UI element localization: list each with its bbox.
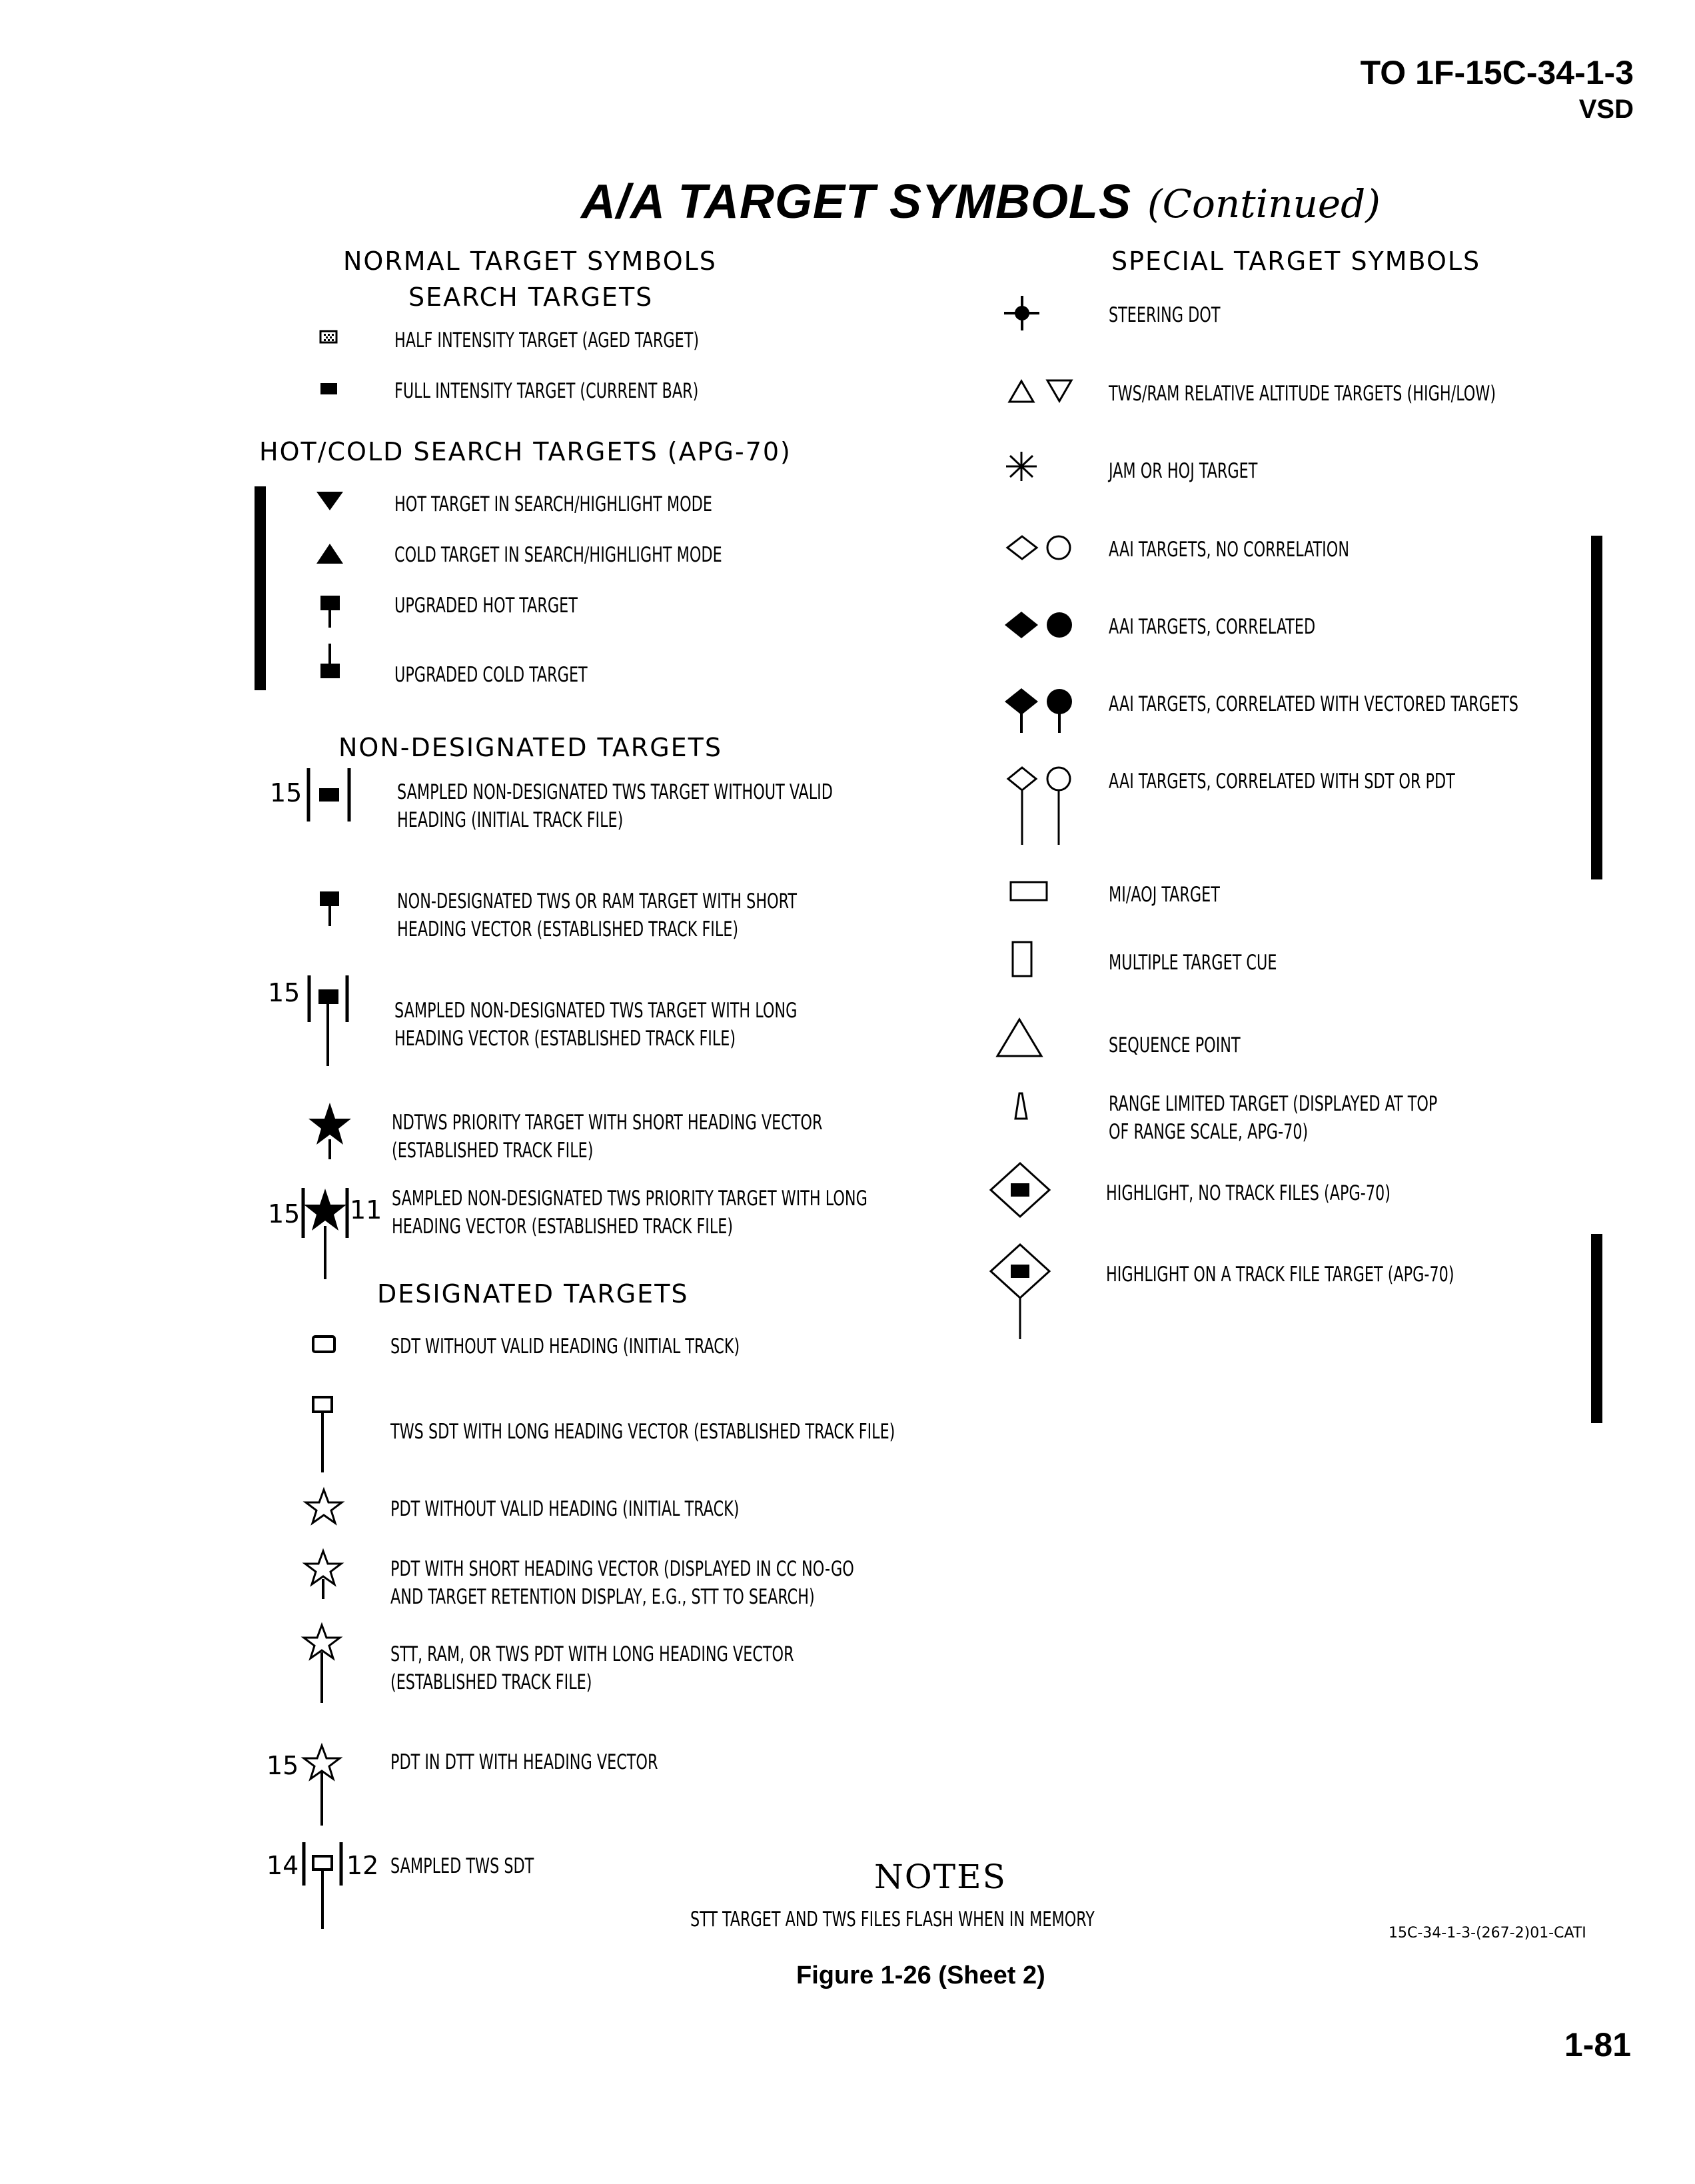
desc-full-intensity: FULL INTENSITY TARGET (CURRENT BAR) [394,379,699,403]
desc-range-limited-2: OF RANGE SCALE, APG-70) [1109,1120,1309,1144]
desc-hot-target: HOT TARGET IN SEARCH/HIGHLIGHT MODE [394,492,712,516]
highlight-track-file-icon [991,1245,1049,1339]
pdt-dtt-icon [304,1746,340,1826]
upgraded-hot-target-icon [320,596,340,628]
nd-tws-initial-icon [308,768,349,821]
pdt-short-vector-icon [305,1551,341,1599]
desc-jam-hoj: JAM OR HOJ TARGET [1109,459,1258,483]
desc-pdt-short-2: AND TARGET RETENTION DISPLAY, E.G., STT TO SEARCH) [390,1585,815,1609]
desc-nd-initial-2: HEADING (INITIAL TRACK FILE) [397,808,624,832]
desc-stt-pdt-long-1: STT, RAM, OR TWS PDT WITH LONG HEADING VECTOR [390,1642,794,1666]
tws-sdt-long-vector-icon [313,1397,332,1472]
desc-pdt-dtt: PDT IN DTT WITH HEADING VECTOR [390,1750,658,1774]
pdt-initial-icon [306,1490,342,1523]
highlight-no-track-icon [991,1163,1049,1217]
doc-number: TO 1F-15C-34-1-3 [1360,54,1634,91]
desc-aai-vectored: AAI TARGETS, CORRELATED WITH VECTORED TARGETS [1109,692,1518,716]
multiple-target-cue-icon [1013,942,1031,976]
desc-steering-dot: STEERING DOT [1109,303,1221,327]
relative-altitude-targets-icon [1009,380,1071,402]
desc-pdt-short-1: PDT WITH SHORT HEADING VECTOR (DISPLAYED IN CC NO-GO [390,1557,854,1581]
range-number: 15 [268,978,300,1007]
desc-sdt-initial: SDT WITHOUT VALID HEADING (INITIAL TRACK) [390,1335,740,1359]
mi-aoj-target-icon [1011,882,1047,900]
desc-aai-no-correlation: AAI TARGETS, NO CORRELATION [1109,538,1350,562]
desc-range-limited-1: RANGE LIMITED TARGET (DISPLAYED AT TOP [1109,1092,1438,1116]
jam-hoj-target-icon [1006,452,1037,481]
desc-nd-long-1: SAMPLED NON-DESIGNATED TWS TARGET WITH LONG [394,999,798,1023]
desc-aai-sdt-pdt: AAI TARGETS, CORRELATED WITH SDT OR PDT [1109,770,1455,794]
nd-tws-priority-long-icon [303,1188,347,1279]
desc-mi-aoj: MI/AOJ TARGET [1109,883,1220,907]
desc-ndtws-priority-2: (ESTABLISHED TRACK FILE) [392,1139,594,1163]
desc-half-intensity: HALF INTENSITY TARGET (AGED TARGET) [394,328,700,352]
upgraded-cold-target-icon [320,644,340,678]
stt-ram-tws-pdt-long-icon [304,1625,340,1703]
special-target-symbols-heading: SPECIAL TARGET SYMBOLS [1111,247,1481,276]
desc-sequence-point: SEQUENCE POINT [1109,1033,1241,1057]
desc-nd-short-1: NON-DESIGNATED TWS OR RAM TARGET WITH SHORT [397,889,797,913]
desc-highlight-track-file: HIGHLIGHT ON A TRACK FILE TARGET (APG-70) [1106,1263,1454,1287]
sdt-initial-icon [313,1337,334,1352]
desc-nd-priority-long-1: SAMPLED NON-DESIGNATED TWS PRIORITY TARGET WITH LONG [392,1187,867,1211]
cold-target-icon [316,544,343,564]
steering-dot-icon [1004,296,1039,330]
figure-caption: Figure 1-26 (Sheet 2) [796,1961,1045,1989]
range-number: 15 [267,1751,299,1780]
ndtws-priority-short-icon [308,1103,351,1159]
search-targets-heading: SEARCH TARGETS [408,282,654,312]
range-limited-target-icon [1015,1093,1027,1119]
desc-tws-sdt-long: TWS SDT WITH LONG HEADING VECTOR (ESTABLISHED TRACK FILE) [390,1420,895,1444]
desc-nd-long-2: HEADING VECTOR (ESTABLISHED TRACK FILE) [394,1027,736,1051]
notes-text: STT TARGET AND TWS FILES FLASH WHEN IN MEMORY [690,1908,1095,1931]
change-bar-left [255,486,266,690]
desc-highlight-no-track: HIGHLIGHT, NO TRACK FILES (APG-70) [1106,1181,1391,1205]
range-number: 15 [268,1199,300,1229]
change-bar-right-top [1591,536,1602,879]
aai-correlated-vectored-icon [1005,688,1072,733]
range-number: 14 [267,1851,299,1880]
desc-nd-initial-1: SAMPLED NON-DESIGNATED TWS TARGET WITHOUT VALID [397,780,833,804]
non-designated-heading: NON-DESIGNATED TARGETS [338,733,722,762]
full-intensity-target-icon [320,383,337,394]
aspect-number: 11 [350,1195,382,1225]
sampled-tws-sdt-icon [304,1842,341,1929]
hot-cold-heading: HOT/COLD SEARCH TARGETS (APG-70) [259,437,792,466]
change-bar-right-bottom [1591,1234,1602,1423]
designated-targets-heading: DESIGNATED TARGETS [377,1279,689,1309]
aspect-number: 12 [346,1851,379,1880]
desc-stt-pdt-long-2: (ESTABLISHED TRACK FILE) [390,1670,592,1694]
desc-upgraded-cold: UPGRADED COLD TARGET [394,663,588,687]
title-continued: (Continued) [1147,181,1381,227]
desc-upgraded-hot: UPGRADED HOT TARGET [394,594,578,618]
desc-multiple-target-cue: MULTIPLE TARGET CUE [1109,951,1277,975]
desc-ndtws-priority-1: NDTWS PRIORITY TARGET WITH SHORT HEADING VECTOR [392,1111,823,1135]
aai-correlated-sdt-pdt-icon [1008,768,1070,845]
half-intensity-target-icon [320,331,336,342]
page-title: A/A TARGET SYMBOLS [581,175,1131,229]
aai-correlated-icon [1005,612,1072,638]
range-number: 15 [270,778,302,808]
variant-label: VSD [1578,95,1634,124]
page-number: 1-81 [1564,2026,1631,2063]
desc-cold-target: COLD TARGET IN SEARCH/HIGHLIGHT MODE [394,543,722,567]
desc-aai-correlated: AAI TARGETS, CORRELATED [1109,615,1316,639]
desc-pdt-initial: PDT WITHOUT VALID HEADING (INITIAL TRACK) [390,1497,740,1521]
sequence-point-icon [997,1019,1041,1056]
desc-relative-altitude: TWS/RAM RELATIVE ALTITUDE TARGETS (HIGH/LOW) [1109,382,1496,406]
desc-nd-short-2: HEADING VECTOR (ESTABLISHED TRACK FILE) [397,917,739,941]
hot-target-icon [316,492,343,510]
desc-nd-priority-long-2: HEADING VECTOR (ESTABLISHED TRACK FILE) [392,1215,734,1239]
figure-id: 15C-34-1-3-(267-2)01-CATI [1389,1925,1586,1941]
nd-tws-short-vector-icon [320,891,339,926]
notes-title: NOTES [874,1858,1007,1896]
desc-sampled-tws-sdt: SAMPLED TWS SDT [390,1854,534,1878]
nd-tws-long-vector-icon [309,975,347,1066]
aai-no-correlation-icon [1007,536,1070,559]
normal-target-symbols-heading: NORMAL TARGET SYMBOLS [343,247,717,276]
